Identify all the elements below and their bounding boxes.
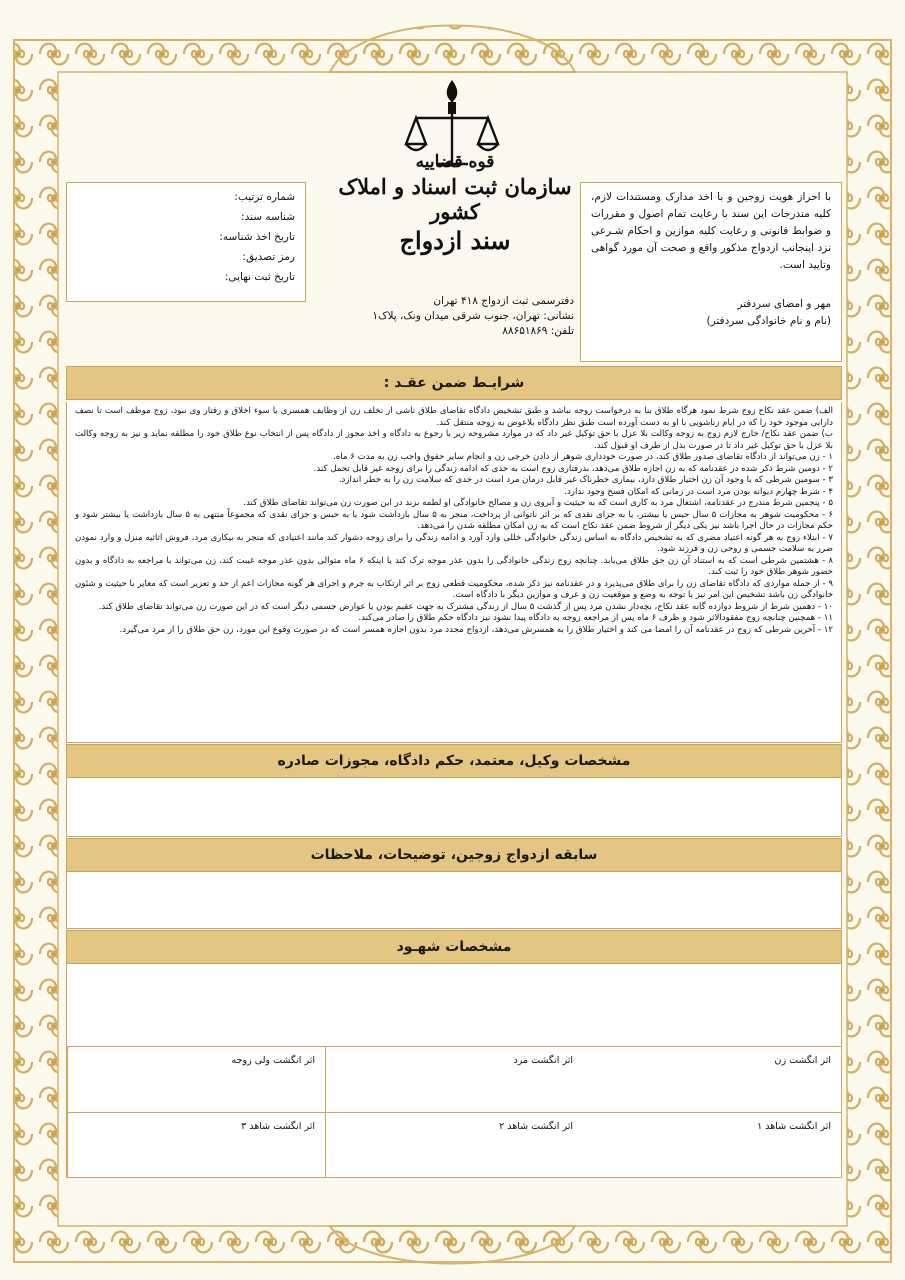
- witness-section-title: مشخصات شهـود: [66, 930, 842, 964]
- term-item: الف) ضمن عقد نکاح زوج شرط نمود هرگاه طلاق بنا به درخواست زوجه نباشد و طبق تشخیص دادگاه تقاضای طلاق ناشی از تخلف زن از وظایف همسری یا سوء اخلاق و رفتار وی نبود، زوج موظف است تا نصف دارایی موجود خود را که در ایام زناشویی با او به دست آورده است طبق نظر دادگاه بلاعوض به زوجه منتقل کند.: [75, 406, 833, 428]
- term-item: ۱ - زن می‌تواند از دادگاه تقاضای صدور طلاق کند، در صورت خودداری شوهر از دادن خرجی زن و انجام سایر حقوق واجب زن به مدت ۶ ماه.: [333, 452, 833, 462]
- notary-signature-label: [581, 274, 841, 330]
- term-item: ۵ - پنجمین شرط مندرج در عقدنامه، اشتغال مرد به کاری است که به حیثیت و آبروی زن و مصالح خانوادگی او لطمه بزند در این صورت زن می‌تواند تقاضای طلاق کند.: [243, 498, 833, 508]
- term-item: ۹ - از جمله مواردی که دادگاه تقاضای زن را برای طلاق می‌پذیرد و در عقدنامه نیز ذکر شده، محکومیت قطعی زوج بر اثر ارتکاب به جرم و اجرای هر گونه مجازات اعم از حد و تعزیر است که مغایر با حیثیت و شئون خانوادگی زن باشد تشخیص این امر نیز با توجه به وضع و موقعیت زن و عرف و موازین دیگر با دادگاه است.: [75, 578, 833, 600]
- field-id-date: تاریخ اخذ شناسه:: [219, 231, 295, 243]
- registration-fields-box: [66, 182, 306, 302]
- fingerprint-husband: اثر انگشت مرد: [325, 1047, 583, 1112]
- fingerprint-grid: [66, 1046, 842, 1178]
- office-name: دفترسمی ثبت ازدواج ۴۱۸ تهران: [433, 295, 574, 307]
- field-sequence-number: شماره ترتیب:: [234, 191, 295, 203]
- signature-line: مهر و امضای سردفتر: [737, 298, 831, 310]
- term-item: ۲ - دومین شرط ذکر شده در عقدنامه که به زن اجازه طلاق می‌دهد، بدرفتاری زوج است به حدی که ادامه زندگی را برای زوجه غیر قابل تحمل کند.: [313, 463, 833, 474]
- term-item: ۴ - شرط چهارم دیوانه بودن مرد است در زمانی که امکان فسخ وجود ندارد.: [564, 486, 833, 497]
- witness-section-body: [66, 964, 842, 1047]
- office-phone: تلفن: ۸۸۶۵۱۸۶۹: [502, 325, 574, 337]
- terms-section-title: شرایـط ضمن عقـد :: [66, 366, 842, 400]
- fingerprint-wife-guardian: اثر انگشت ولی زوجه: [67, 1047, 325, 1112]
- history-section-title: سابقه ازدواج زوجین، توضیحات، ملاحظات: [66, 838, 842, 872]
- term-item: ۳ - سومین شرطی که با وجود آن زن اختیار طلاق دارد، بیماری خطرناک غیر قابل درمان مرد است در حدی که سلامت زن را به خطر اندازد.: [338, 475, 833, 485]
- term-item: ب) ضمن عقد نکاح/ خارج لازم زوج به زوجه وکالت بلا عزل با حق توکیل غیر داد که در موارد مشروحه زیر با رجوع به دادگاه و اخذ مجوز از دادگاه پس از انتخاب نوع طلاق خود را مطلقه نماید و نیز به زوجه وکالت بلا عزل با حق توکیل غیر داد تا در صورت بذل از طرف او قبول کند.: [75, 429, 833, 451]
- certification-text: با احراز هویت زوجین و با اخذ مدارک ومستندات لازم، کلیه مندرجات این سند با رعایت تمام اصول و مقررات و ضوابط قانونی و رعایت کلیه موازین و احکام شـرعی نزد اینجانب ازدواج مذکور واقع و صحت آن مورد گواهی وتایید است.: [591, 191, 831, 271]
- fingerprint-witness-3: اثر انگشت شاهد ۳: [67, 1112, 325, 1177]
- office-address: نشانی: تهران، جنوب شرقی میدان ونک، پلاک۱: [372, 310, 574, 322]
- field-final-registration-date: تاریخ ثبت نهایی:: [224, 271, 295, 283]
- office-info: [312, 294, 574, 339]
- term-item: ۱۰ - دهمین شرط از شروط دوازده گانه عقد نکاح، بچه‌دار نشدن مرد پس از گذشت ۵ سال از زندگی مشترک به جهت عقیم بودن یا عوارض جسمی دیگر است که در این صورت زن می‌تواند تقاضای طلاق کند.: [98, 601, 833, 612]
- title-block: [330, 152, 580, 255]
- term-item: ۸ - هشتمین شرطی است که به استناد آن زن حق طلاق می‌یابد. چنانچه زوج زندگی خانوادگی را بدون عذر موجه ترک کند یا اینکه ۶ ماه متوالی بدون عذر موجه غیبت کند، زن می‌تواند با مراجعه به دادگاه و بدون حضور شوهر طلاق خود را ثبت کند.: [75, 555, 833, 577]
- term-item: ۱۲ - آخرین شرطی که زوج در عقدنامه آن را امضا می کند و اختیار طلاق را به همسرش می‌دهد، ازدواج مجدد مرد بدون اجازه همسر است که در صورت وقوع این مورد، زن حق طلاق را از مرد می‌گیرد.: [119, 624, 833, 635]
- notary-name-line: (نام و نام خانوادگی سردفتر): [706, 315, 831, 327]
- fingerprint-witness-1: اثر انگشت شاهد ۱: [583, 1112, 841, 1177]
- terms-body: [66, 402, 842, 743]
- term-item: ۷ - ابتلاء زوج به هر گونه اعتیاد مضری که به تشخیص دادگاه به اساس زندگی خانوادگی خللی وارد آورد و ادامه زندگی را برای زوجه دشوار کند مانند اعتیادی که منجر به بیکاری مرد، فروش اثاثیه منزل و وارد نمودن ضرر به سلامت جسمی و روحی زن و فرزند شود.: [75, 532, 833, 554]
- field-document-id: شناسه سند:: [241, 211, 295, 223]
- document-title: سند ازدواج: [399, 226, 511, 255]
- fingerprint-wife: اثر انگشت زن: [774, 1055, 831, 1066]
- org-title: سازمان ثبت اسناد و املاک کشور: [338, 174, 572, 224]
- terms-list: [67, 402, 841, 636]
- history-section-body: [66, 872, 842, 929]
- term-item: ۶ - محکومیت شوهر به مجازات ۵ سال حبس یا بیشتر، یا به جزای نقدی که بر اثر ناتوانی از پرداخت، منجر به ۵ سال بازداشت شود یا به حبس و جزای نقدی که مجموعاً منتهی به ۵ سال بازداشت یا بیشتر شود و حکم مجازات در حال اجرا باشد نیز یکی دیگر از شروط ضمن عقد نکاح است که به زن امکان مطلقه شدن را می‌دهد.: [75, 509, 833, 531]
- fingerprint-witness-2: اثر انگشت شاهد ۲: [325, 1112, 583, 1177]
- judiciary-title: قوه قضاییه: [415, 152, 495, 172]
- notary-certification-box: [580, 182, 842, 362]
- agent-section-body: [66, 778, 842, 837]
- field-verification-code: رمز تصدیق:: [242, 251, 295, 263]
- agent-section-title: مشخصات وکیل، معتمد، حکم دادگاه، مجوزات صادره: [66, 744, 842, 778]
- term-item: ۱۱ - همچنین چنانچه زوج مفقودالاثر شود و ظرف ۶ ماه پس از مراجعه زوجه به دادگاه پیدا نشود نیز دادگاه حکم طلاق را صادر می‌کند.: [358, 613, 833, 623]
